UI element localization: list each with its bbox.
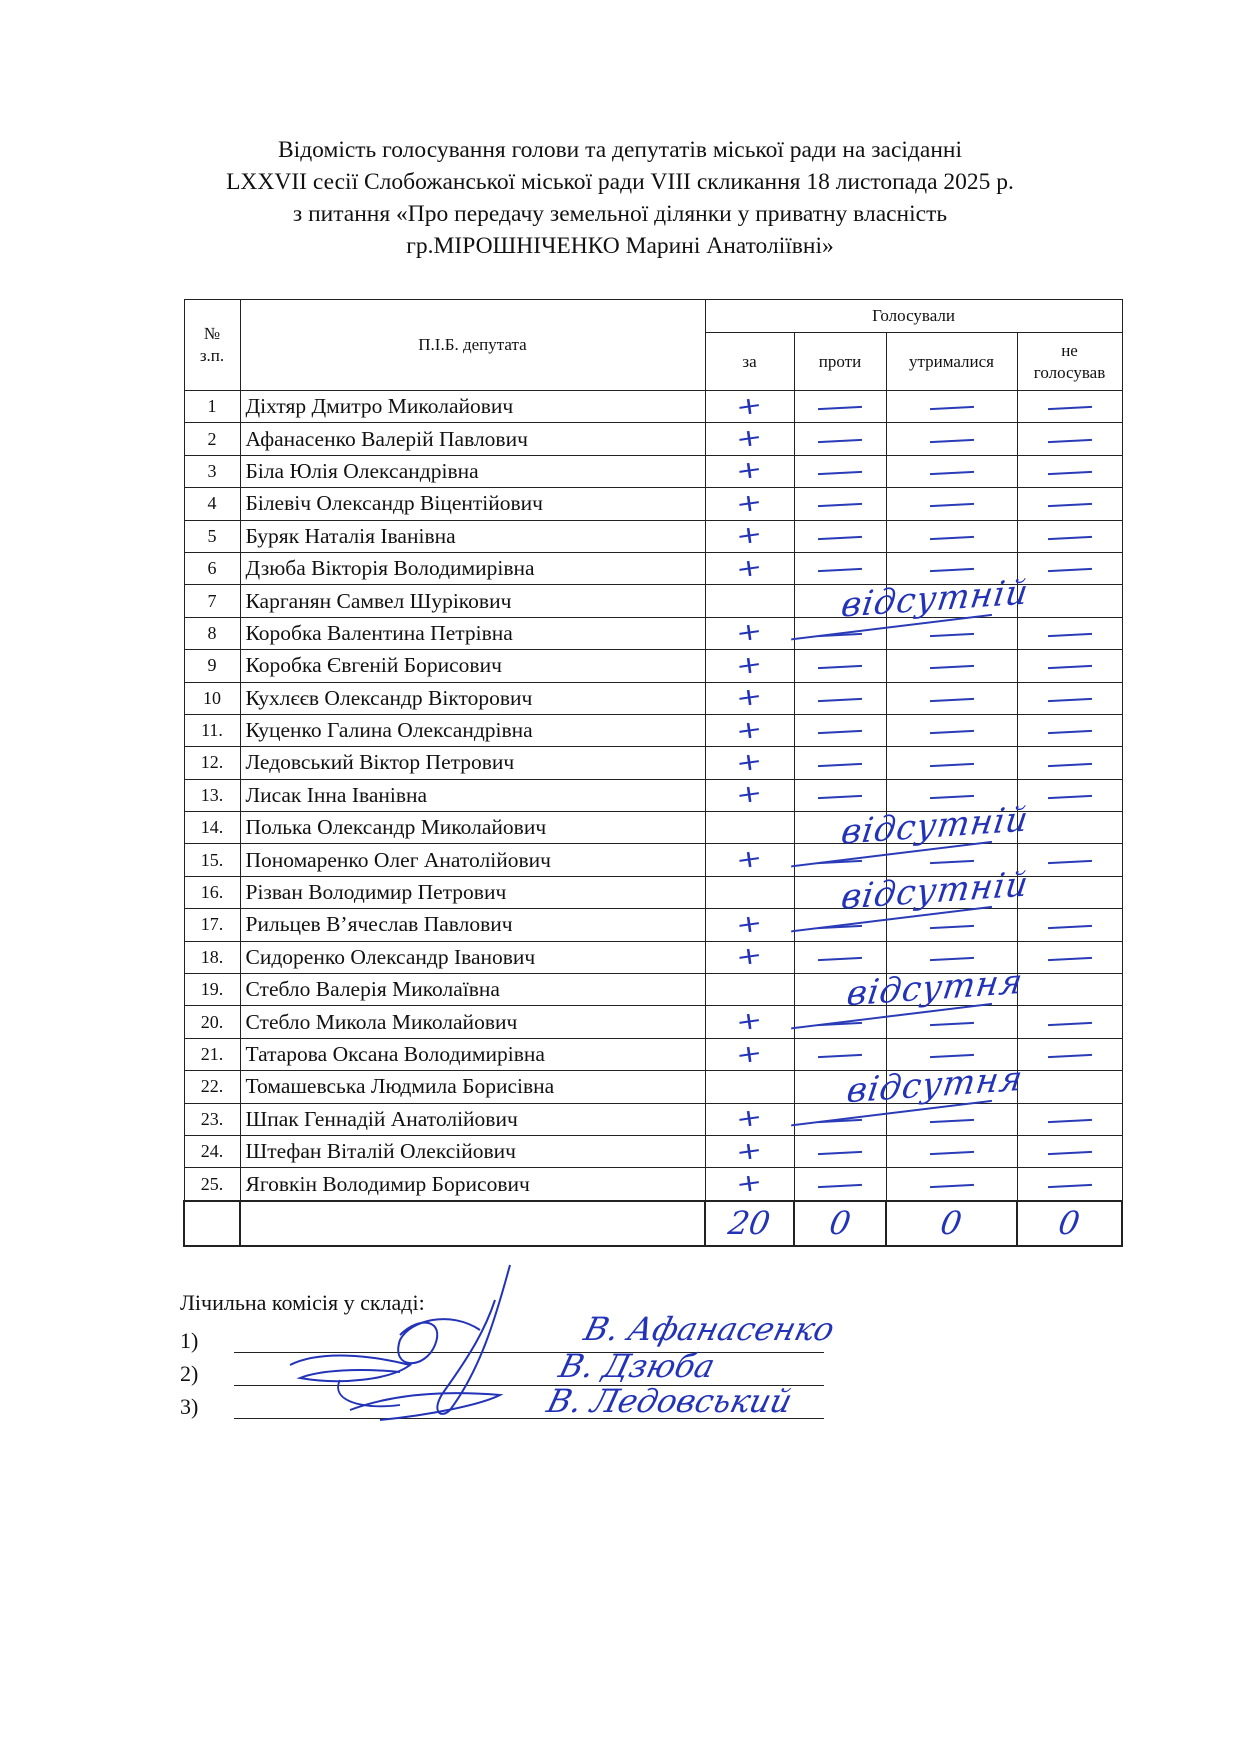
vote-against-cell xyxy=(794,520,886,552)
row-number: 25. xyxy=(184,1168,240,1201)
deputy-name: Діхтяр Дмитро Миколайович xyxy=(240,391,705,423)
dash-mark xyxy=(1047,795,1091,799)
deputy-name: Ледовський Віктор Петрович xyxy=(240,747,705,779)
vote-for-mark: + xyxy=(734,843,765,875)
vote-against-cell xyxy=(794,799,1031,853)
vote-for-mark: + xyxy=(734,713,765,746)
document-title xyxy=(0,134,1240,262)
vote-against-cell xyxy=(794,1006,886,1038)
vote-for-cell xyxy=(705,812,794,844)
deputy-name: Білевіч Олександр Віцентійович xyxy=(240,488,705,520)
vote-abstain-cell xyxy=(886,1135,1017,1167)
vote-for-cell xyxy=(705,941,794,973)
vote-against-cell xyxy=(794,391,886,423)
vote-for-mark: + xyxy=(734,940,765,973)
vote-novote-cell xyxy=(1017,1071,1122,1103)
column-header-name: П.І.Б. депутата xyxy=(240,300,705,391)
commission-label xyxy=(180,1290,425,1316)
column-header-for: за xyxy=(705,333,794,391)
title-line-2: LXXVII сесії Слобожанської міської ради VIII скликання 18 листопада 2025 р. xyxy=(226,169,1014,195)
vote-novote-cell xyxy=(1017,520,1122,552)
absent-note: відсутня xyxy=(782,957,1087,1018)
total-abstain: 0 xyxy=(937,1204,966,1243)
dash-mark xyxy=(818,1119,862,1123)
vote-against-cell xyxy=(794,617,886,649)
dash-mark xyxy=(1047,762,1091,766)
vote-against-cell xyxy=(794,552,886,584)
vote-for-cell xyxy=(705,552,794,584)
row-number: 12. xyxy=(184,747,240,779)
dash-mark xyxy=(818,568,862,572)
dash-mark xyxy=(929,536,973,540)
dash-mark xyxy=(1047,1183,1091,1187)
commission-line-number: 3) xyxy=(180,1394,199,1419)
dash-mark xyxy=(929,1183,973,1187)
vote-for-mark: + xyxy=(734,778,765,811)
vote-abstain-cell xyxy=(886,488,1017,520)
dash-mark xyxy=(929,1054,973,1058)
vote-novote-cell xyxy=(1017,876,1122,908)
vote-abstain-cell xyxy=(886,779,1017,811)
deputy-name: Різван Володимир Петрович xyxy=(240,876,705,908)
dash-mark xyxy=(1047,536,1091,540)
vote-abstain-cell xyxy=(886,455,1017,487)
commission-label-text: Лічильна комісія у складі: xyxy=(180,1290,425,1315)
vote-for-cell xyxy=(705,617,794,649)
table-row xyxy=(184,974,1122,1006)
vote-abstain-cell xyxy=(886,617,1017,649)
row-number: 10 xyxy=(184,682,240,714)
vote-novote-cell xyxy=(1017,650,1122,682)
vote-for-mark: + xyxy=(734,551,765,584)
deputy-name: Куценко Галина Олександрівна xyxy=(240,714,705,746)
deputy-name: Афанасенко Валерій Павлович xyxy=(240,423,705,455)
vote-abstain-cell xyxy=(886,1038,1017,1070)
dash-mark xyxy=(1047,730,1091,734)
vote-novote-cell xyxy=(1017,779,1122,811)
row-number: 13. xyxy=(184,779,240,811)
dash-mark xyxy=(1047,698,1091,702)
vote-for-cell xyxy=(705,391,794,423)
dash-mark xyxy=(929,568,973,572)
vote-for-mark: + xyxy=(734,908,765,940)
dash-mark xyxy=(818,1054,862,1058)
vote-novote-cell xyxy=(1017,844,1122,876)
dash-mark xyxy=(818,438,862,442)
vote-novote-cell xyxy=(1017,714,1122,746)
vote-abstain-cell xyxy=(886,1103,1017,1135)
table-row xyxy=(184,488,1122,520)
dash-mark xyxy=(929,762,973,766)
commission-line-1 xyxy=(180,1328,198,1354)
vote-for-mark: + xyxy=(734,390,765,422)
deputy-name: Коробка Валентина Петрівна xyxy=(240,617,705,649)
dash-mark xyxy=(818,730,862,734)
absent-note: відсутній xyxy=(782,569,1087,630)
row-number: 22. xyxy=(184,1071,240,1103)
vote-novote-cell xyxy=(1017,941,1122,973)
row-number: 11. xyxy=(184,714,240,746)
row-number: 15. xyxy=(184,844,240,876)
dash-mark xyxy=(929,471,973,475)
dash-mark xyxy=(929,406,973,410)
vote-abstain-cell xyxy=(886,423,1017,455)
dash-mark xyxy=(818,698,862,702)
row-number: 5 xyxy=(184,520,240,552)
dash-mark xyxy=(1047,633,1091,637)
row-number: 19. xyxy=(184,974,240,1006)
table-row xyxy=(184,682,1122,714)
dash-mark xyxy=(929,860,973,864)
dash-mark xyxy=(929,633,973,637)
deputy-name: Кухлєєв Олександр Вікторович xyxy=(240,682,705,714)
column-header-novote: не голосував xyxy=(1017,333,1122,391)
dash-mark xyxy=(929,1119,973,1123)
table-row xyxy=(184,1103,1122,1135)
vote-for-cell xyxy=(705,747,794,779)
table-row xyxy=(184,1168,1122,1201)
row-number: 1 xyxy=(184,391,240,423)
row-number: 24. xyxy=(184,1135,240,1167)
dash-mark xyxy=(929,1022,973,1026)
dash-mark xyxy=(1047,860,1091,864)
vote-abstain-cell xyxy=(886,520,1017,552)
vote-abstain-cell xyxy=(886,650,1017,682)
table-row xyxy=(184,714,1122,746)
row-number: 20. xyxy=(184,1006,240,1038)
vote-abstain-cell xyxy=(886,1168,1017,1201)
dash-mark xyxy=(929,795,973,799)
row-number: 6 xyxy=(184,552,240,584)
table-row xyxy=(184,617,1122,649)
vote-for-mark: + xyxy=(734,1134,765,1167)
vote-for-cell xyxy=(705,909,794,941)
signature-rule xyxy=(234,1352,824,1353)
row-number: 21. xyxy=(184,1038,240,1070)
vote-against-cell xyxy=(794,714,886,746)
vote-against-cell xyxy=(794,455,886,487)
dash-mark xyxy=(818,1022,862,1026)
vote-abstain-cell xyxy=(886,1071,1017,1103)
vote-for-cell xyxy=(705,520,794,552)
dash-mark xyxy=(818,406,862,410)
table-row xyxy=(184,909,1122,941)
vote-against-cell xyxy=(794,864,1031,918)
vote-novote-cell xyxy=(1017,423,1122,455)
vote-for-mark: + xyxy=(734,487,765,519)
vote-novote-cell xyxy=(1017,1168,1122,1201)
vote-novote-cell xyxy=(1017,1135,1122,1167)
vote-for-cell xyxy=(705,423,794,455)
vote-novote-cell xyxy=(1017,552,1122,584)
dash-mark xyxy=(929,1151,973,1155)
table-row xyxy=(184,876,1122,908)
vote-for-mark: + xyxy=(734,454,765,487)
vote-abstain-cell xyxy=(886,876,1017,908)
voting-table xyxy=(183,299,1123,1247)
vote-novote-cell xyxy=(1017,1103,1122,1135)
absent-note: відсутній xyxy=(782,795,1087,856)
vote-novote-cell xyxy=(1017,1006,1122,1038)
totals-empty-number xyxy=(184,1201,240,1246)
vote-for-mark: + xyxy=(734,681,765,713)
deputy-name: Пономаренко Олег Анатолійович xyxy=(240,844,705,876)
vote-for-cell xyxy=(705,1038,794,1070)
vote-novote-cell xyxy=(1017,391,1122,423)
vote-against-cell xyxy=(794,682,886,714)
dash-mark xyxy=(818,762,862,766)
vote-abstain-cell xyxy=(886,585,1017,617)
deputy-name: Штефан Віталій Олексійович xyxy=(240,1135,705,1167)
dash-mark xyxy=(1047,1119,1091,1123)
vote-for-mark: + xyxy=(734,1102,765,1134)
vote-for-cell xyxy=(705,682,794,714)
absent-note: відсутній xyxy=(782,860,1087,921)
vote-for-cell xyxy=(705,844,794,876)
column-header-abstain: утрималися xyxy=(886,333,1017,391)
table-row xyxy=(184,747,1122,779)
table-row xyxy=(184,1006,1122,1038)
vote-novote-cell xyxy=(1017,747,1122,779)
deputy-name: Стебло Микола Миколайович xyxy=(240,1006,705,1038)
vote-novote-cell xyxy=(1017,909,1122,941)
handwritten-signatures xyxy=(280,1260,580,1440)
column-header-voted: Голосували xyxy=(705,300,1122,333)
vote-against-cell xyxy=(794,1103,886,1135)
commission-line-number: 1) xyxy=(180,1328,199,1353)
dash-mark xyxy=(1047,438,1091,442)
vote-for-cell xyxy=(705,1071,794,1103)
dash-mark xyxy=(1047,503,1091,507)
dash-mark xyxy=(929,698,973,702)
table-row xyxy=(184,1071,1122,1103)
vote-abstain-cell xyxy=(886,844,1017,876)
title-line-1: Відомість голосування голови та депутатів міської ради на засіданні xyxy=(277,137,962,163)
dash-mark xyxy=(818,665,862,669)
dash-mark xyxy=(929,438,973,442)
row-number: 7 xyxy=(184,585,240,617)
vote-novote-cell xyxy=(1017,585,1122,617)
absent-note: відсутня xyxy=(782,1054,1087,1115)
vote-against-cell xyxy=(794,488,886,520)
vote-against-cell xyxy=(794,1058,1026,1112)
dash-mark xyxy=(1047,957,1091,961)
vote-abstain-cell xyxy=(886,1006,1017,1038)
dash-mark xyxy=(1047,1054,1091,1058)
row-number: 14. xyxy=(184,812,240,844)
dash-mark xyxy=(929,957,973,961)
dash-mark xyxy=(1047,924,1091,928)
vote-abstain-cell xyxy=(886,812,1017,844)
vote-for-cell xyxy=(705,1103,794,1135)
totals-empty-name xyxy=(240,1201,705,1246)
dash-mark xyxy=(818,957,862,961)
table-row xyxy=(184,423,1122,455)
row-number: 23. xyxy=(184,1103,240,1135)
dash-mark xyxy=(818,924,862,928)
vote-abstain-cell xyxy=(886,552,1017,584)
vote-for-mark: + xyxy=(734,1167,765,1199)
vote-for-cell xyxy=(705,488,794,520)
table-row xyxy=(184,650,1122,682)
dash-mark xyxy=(818,471,862,475)
title-line-4: гр.МІРОШНІЧЕНКО Марині Анатоліївні» xyxy=(406,233,834,259)
deputy-name: Карганян Самвел Шурікович xyxy=(240,585,705,617)
dash-mark xyxy=(818,1151,862,1155)
deputy-name: Коробка Євгеній Борисович xyxy=(240,650,705,682)
dash-mark xyxy=(818,633,862,637)
dash-mark xyxy=(1047,406,1091,410)
table-row xyxy=(184,455,1122,487)
vote-against-cell xyxy=(794,1168,886,1201)
vote-novote-cell xyxy=(1017,617,1122,649)
deputy-name: Дзюба Вікторія Володимирівна xyxy=(240,552,705,584)
vote-against-cell xyxy=(794,1135,886,1167)
vote-for-cell xyxy=(705,714,794,746)
table-row xyxy=(184,844,1122,876)
vote-for-mark: + xyxy=(734,422,765,454)
vote-for-mark: + xyxy=(734,519,765,551)
vote-for-cell xyxy=(705,1168,794,1201)
row-number: 16. xyxy=(184,876,240,908)
vote-for-cell xyxy=(705,1135,794,1167)
vote-against-cell xyxy=(794,1038,886,1070)
row-number: 9 xyxy=(184,650,240,682)
deputy-name: Полька Олександр Миколайович xyxy=(240,812,705,844)
dash-mark xyxy=(929,503,973,507)
vote-for-cell xyxy=(705,876,794,908)
commission-line-3 xyxy=(180,1394,198,1420)
vote-for-mark: + xyxy=(734,746,765,778)
dash-mark xyxy=(818,503,862,507)
vote-abstain-cell xyxy=(886,909,1017,941)
total-novote: 0 xyxy=(1055,1204,1084,1243)
vote-novote-cell xyxy=(1017,1038,1122,1070)
vote-abstain-cell xyxy=(886,747,1017,779)
column-header-against: проти xyxy=(794,333,886,391)
table-row xyxy=(184,520,1122,552)
deputy-name: Стебло Валерія Миколаївна xyxy=(240,974,705,1006)
table-row xyxy=(184,1038,1122,1070)
dash-mark xyxy=(1047,1022,1091,1026)
vote-novote-cell xyxy=(1017,682,1122,714)
table-row xyxy=(184,812,1122,844)
signature-name-1: В. Афанасенко xyxy=(580,1310,839,1348)
table-row xyxy=(184,1135,1122,1167)
vote-against-cell xyxy=(794,844,886,876)
column-header-number: № з.п. xyxy=(184,300,240,391)
row-number: 8 xyxy=(184,617,240,649)
dash-mark xyxy=(1047,1151,1091,1155)
vote-abstain-cell xyxy=(886,941,1017,973)
vote-novote-cell xyxy=(1017,974,1122,1006)
vote-for-mark: + xyxy=(734,649,765,681)
vote-novote-cell xyxy=(1017,455,1122,487)
vote-for-mark: + xyxy=(734,1005,765,1037)
dash-mark xyxy=(929,665,973,669)
deputy-name: Яговкін Володимир Борисович xyxy=(240,1168,705,1201)
deputy-name: Шпак Геннадій Анатолійович xyxy=(240,1103,705,1135)
deputy-name: Сидоренко Олександр Іванович xyxy=(240,941,705,973)
vote-for-cell xyxy=(705,585,794,617)
total-against: 0 xyxy=(826,1204,854,1243)
vote-against-cell xyxy=(794,572,1031,627)
commission-line-number: 2) xyxy=(180,1361,199,1386)
vote-for-cell xyxy=(705,1006,794,1038)
vote-abstain-cell xyxy=(886,974,1017,1006)
deputy-name: Біла Юлія Олександрівна xyxy=(240,455,705,487)
dash-mark xyxy=(1047,665,1091,669)
totals-row xyxy=(184,1201,1122,1246)
vote-against-cell xyxy=(794,909,886,941)
table-row xyxy=(184,391,1122,423)
vote-against-cell xyxy=(794,941,886,973)
row-number: 17. xyxy=(184,909,240,941)
table-row xyxy=(184,941,1122,973)
dash-mark xyxy=(818,536,862,540)
row-number: 2 xyxy=(184,423,240,455)
vote-abstain-cell xyxy=(886,714,1017,746)
dash-mark xyxy=(929,924,973,928)
deputy-name: Лисак Інна Іванівна xyxy=(240,779,705,811)
vote-for-cell xyxy=(705,650,794,682)
vote-novote-cell xyxy=(1017,488,1122,520)
vote-for-cell xyxy=(705,779,794,811)
vote-against-cell xyxy=(794,423,886,455)
deputy-name: Буряк Наталія Іванівна xyxy=(240,520,705,552)
vote-for-mark: + xyxy=(734,616,765,649)
deputy-name: Рильцев В’ячеслав Павлович xyxy=(240,909,705,941)
dash-mark xyxy=(818,860,862,864)
row-number: 4 xyxy=(184,488,240,520)
total-for: 20 xyxy=(725,1204,774,1243)
vote-abstain-cell xyxy=(886,391,1017,423)
title-line-3: з питання «Про передачу земельної ділянки у приватну власність xyxy=(292,201,948,227)
vote-against-cell xyxy=(794,650,886,682)
row-number: 18. xyxy=(184,941,240,973)
deputy-name: Татарова Оксана Володимирівна xyxy=(240,1038,705,1070)
dash-mark xyxy=(1047,471,1091,475)
vote-novote-cell xyxy=(1017,812,1122,844)
table-row xyxy=(184,585,1122,617)
signature-name-2: В. Дзюба xyxy=(555,1347,719,1385)
vote-against-cell xyxy=(794,779,886,811)
dash-mark xyxy=(1047,568,1091,572)
vote-against-cell xyxy=(794,961,1026,1015)
dash-mark xyxy=(929,730,973,734)
dash-mark xyxy=(818,1183,862,1187)
vote-for-mark: + xyxy=(734,1037,765,1070)
commission-line-2 xyxy=(180,1361,198,1387)
vote-abstain-cell xyxy=(886,682,1017,714)
table-row xyxy=(184,779,1122,811)
signature-name-3: В. Ледовський xyxy=(543,1382,797,1420)
table-row xyxy=(184,552,1122,584)
dash-mark xyxy=(818,795,862,799)
vote-against-cell xyxy=(794,747,886,779)
row-number: 3 xyxy=(184,455,240,487)
vote-for-cell xyxy=(705,974,794,1006)
deputy-name: Томашевська Людмила Борисівна xyxy=(240,1071,705,1103)
vote-for-cell xyxy=(705,455,794,487)
